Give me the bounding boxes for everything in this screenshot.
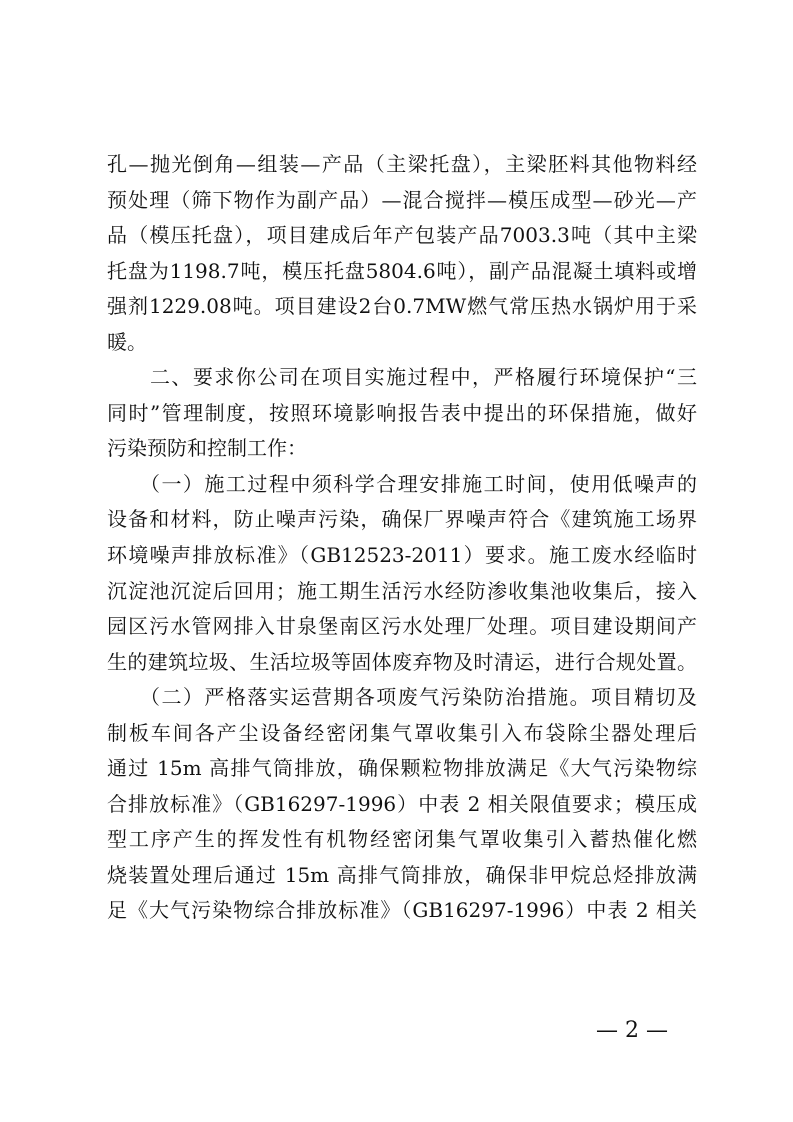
text-line: 污染预防和控制工作： [107, 436, 307, 461]
text-line: 足《大气污染物综合排放标准》（GB16297-1996）中表 2 相关 [107, 898, 697, 923]
text-line: 二、要求你公司在项目实施过程中，严格履行环境保护“三 [107, 365, 697, 390]
text-line: 设备和材料，防止噪声污染，确保厂界噪声符合《建筑施工场界 [107, 507, 697, 532]
page-number: — 2 — [596, 1018, 668, 1043]
text-line: 园区污水管网排入甘泉堡南区污水处理厂处理。项目建设期间产 [107, 614, 697, 639]
text-line: 托盘为1198.7吨，模压托盘5804.6吨），副产品混凝土填料或增 [107, 258, 697, 283]
text-line: 暖。 [107, 329, 147, 354]
text-line: 品（模压托盘），项目建成后年产包装产品7003.3吨（其中主梁 [107, 223, 697, 248]
text-line: （二）严格落实运营期各项废气污染防治措施。项目精切及 [107, 685, 697, 710]
text-line: 环境噪声排放标准》（GB12523-2011）要求。施工废水经临时 [107, 543, 697, 568]
text-line: 合排放标准》（GB16297-1996）中表 2 相关限值要求；模压成 [107, 791, 697, 816]
body-text [107, 147, 697, 929]
text-line: 同时”管理制度，按照环境影响报告表中提出的环保措施，做好 [107, 400, 697, 425]
text-line: 通过 15m 高排气筒排放，确保颗粒物排放满足《大气污染物综 [107, 756, 697, 781]
text-line: 生的建筑垃圾、生活垃圾等固体废弃物及时清运，进行合规处置。 [107, 649, 697, 674]
text-line: 强剂1229.08吨。项目建设2台0.7MW燃气常压热水锅炉用于采 [107, 294, 697, 319]
text-line: 型工序产生的挥发性有机物经密闭集气罩收集引入蓄热催化燃 [107, 827, 697, 852]
text-line: 制板车间各产尘设备经密闭集气罩收集引入布袋除尘器处理后 [107, 720, 697, 745]
text-line: 烧装置处理后通过 15m 高排气筒排放，确保非甲烷总烃排放满 [107, 862, 697, 887]
text-line: （一）施工过程中须科学合理安排施工时间，使用低噪声的 [107, 471, 697, 496]
text-line: 沉淀池沉淀后回用；施工期生活污水经防渗收集池收集后，接入 [107, 578, 697, 603]
text-line: 预处理（筛下物作为副产品）—混合搅拌—模压成型—砂光—产 [107, 187, 697, 212]
text-line: 孔—抛光倒角—组装—产品（主梁托盘），主梁胚料其他物料经 [107, 152, 697, 176]
